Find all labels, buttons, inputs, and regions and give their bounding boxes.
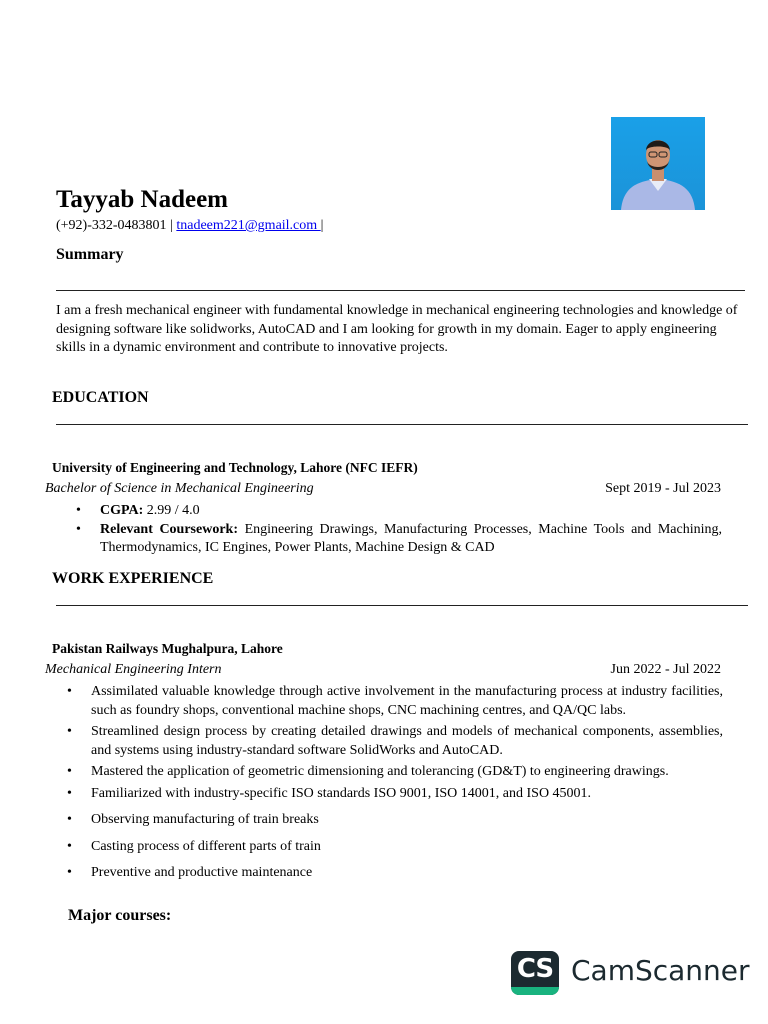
degree-title: Bachelor of Science in Mechanical Engineering <box>45 481 314 496</box>
major-courses-title: Major courses: <box>68 907 172 924</box>
education-dates: Sept 2019 - Jul 2023 <box>605 481 721 496</box>
list-item <box>100 502 722 521</box>
logo-accent-bar <box>511 987 559 995</box>
work-experience-divider <box>56 605 748 606</box>
candidate-name: Tayyab Nadeem <box>56 186 229 213</box>
list-item: • Familiarized with industry-specific ISO standards ISO 9001, ISO 14001, and ISO 45001. <box>91 785 723 804</box>
summary-divider <box>56 290 745 291</box>
list-item: • Mastered the application of geometric dimensioning and tolerancing (GD&T) to engineering drawings. <box>91 763 723 782</box>
person-silhouette-icon <box>611 117 705 210</box>
cgpa-label: CGPA: <box>100 503 144 518</box>
list-item: • Observing manufacturing of train breaks <box>91 811 723 830</box>
contact-separator: | <box>320 218 324 233</box>
contact-separator: | <box>170 218 173 233</box>
work-bullets-list <box>91 683 723 883</box>
company-name: Pakistan Railways Mughalpura, Lahore <box>52 641 283 656</box>
institution-name: University of Engineering and Technology, Lahore (NFC IEFR) <box>52 460 418 475</box>
coursework-label: Relevant Coursework: <box>100 521 238 537</box>
contact-line <box>56 218 323 234</box>
cgpa-value: 2.99 / 4.0 <box>143 503 200 518</box>
education-details-list <box>100 502 722 558</box>
education-title: EDUCATION <box>52 389 149 406</box>
education-divider <box>56 424 748 425</box>
summary-title: Summary <box>56 246 124 263</box>
summary-text: I am a fresh mechanical engineer with fundamental knowledge in mechanical engineering technologies and knowledge of designing software like solidworks, AutoCAD and I am looking for growth in my domain. Eager to apply engineering skills in a dynamic environment and contribute to innovative projects. <box>56 303 738 355</box>
camscanner-logo-icon <box>511 951 559 995</box>
profile-photo <box>611 117 705 210</box>
email-link[interactable]: tnadeem221@gmail.com <box>176 218 321 233</box>
work-experience-title: WORK EXPERIENCE <box>52 570 214 587</box>
phone-number: (+92)-332-0483801 <box>56 218 167 233</box>
camscanner-brand: CamScanner <box>571 954 750 987</box>
job-role: Mechanical Engineering Intern <box>45 662 222 677</box>
list-item <box>100 521 722 558</box>
list-item: • Assimilated valuable knowledge through active involvement in the manufacturing process at industry facilities, such as foundry shops, conventional machine shops, CNC machining centres, and QA/QC labs. <box>91 683 723 720</box>
logo-text: CS <box>516 954 554 984</box>
list-item: • Preventive and productive maintenance <box>91 864 723 883</box>
work-dates: Jun 2022 - Jul 2022 <box>610 662 721 677</box>
list-item: • Casting process of different parts of train <box>91 838 723 857</box>
list-item: • Streamlined design process by creating detailed drawings and models of mechanical components, assemblies, and systems using industry-standard software SolidWorks and AutoCAD. <box>91 723 723 760</box>
coursework-value: Engineering Drawings, Manufacturing Processes, Machine Tools and Machining, Thermodynamics, IC Engines, Power Plants, Machine Design & CAD <box>100 521 723 555</box>
